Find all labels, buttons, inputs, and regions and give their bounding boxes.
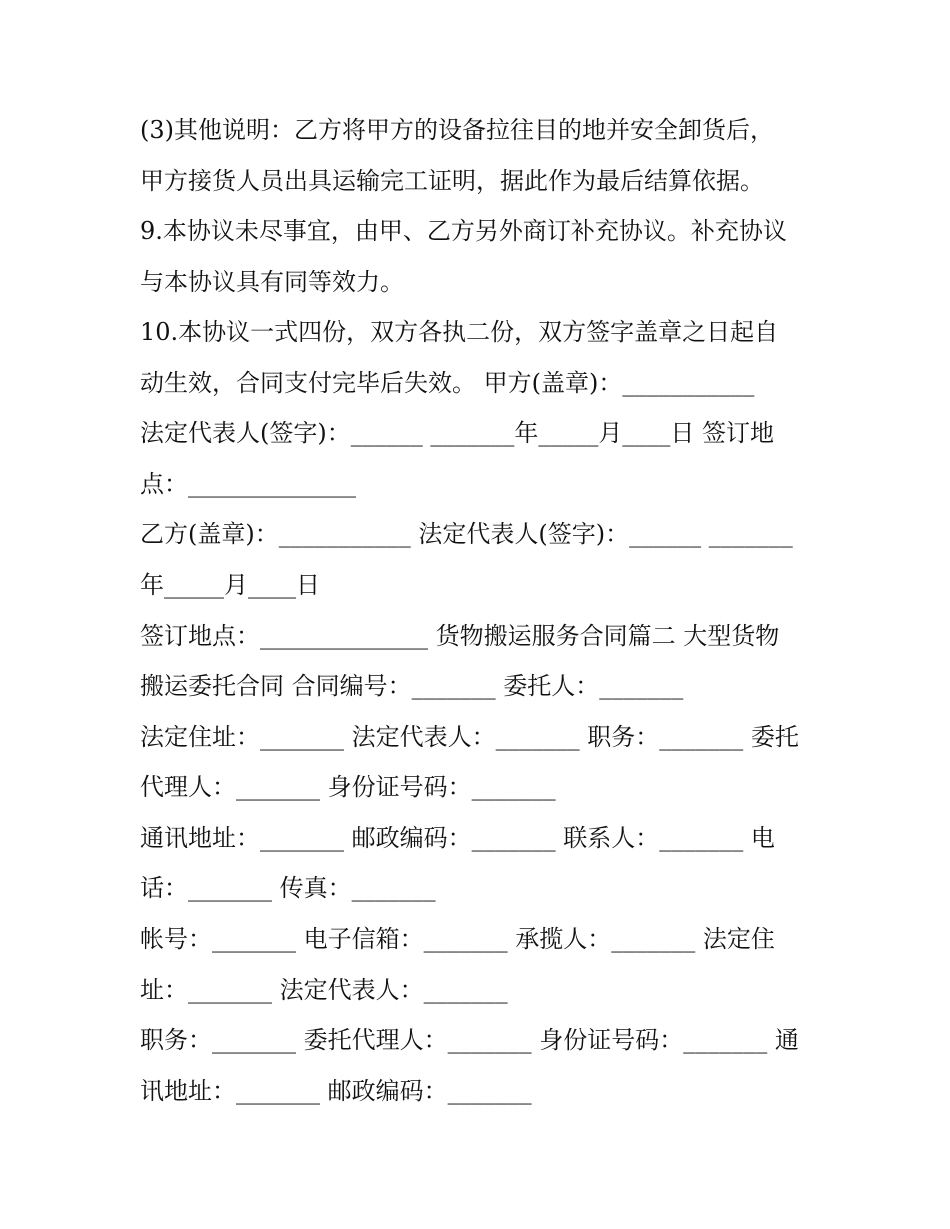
text-line: (3)其他说明：乙方将甲方的设备拉往目的地并安全卸货后， <box>140 116 774 144</box>
text-line: 通讯地址：_______ 邮政编码：_______ 联系人：_______ 电 <box>140 824 775 852</box>
text-line: 搬运委托合同 合同编号：_______ 委托人：_______ <box>140 672 684 700</box>
text-line: 讯地址：_______ 邮政编码：_______ <box>140 1077 532 1105</box>
text-line: 乙方(盖章)：___________ 法定代表人(签字)：______ _______ <box>140 520 793 548</box>
text-line: 话：_______ 传真：_______ <box>140 874 436 902</box>
text-line: 法定代表人(签字)：______ _______年_____月____日 签订地 <box>140 419 774 447</box>
text-line: 动生效，合同支付完毕后失效。 甲方(盖章)：___________ <box>140 369 755 397</box>
text-line: 10.本协议一式四份，双方各执二份，双方签字盖章之日起自 <box>140 318 779 346</box>
text-line: 甲方接货人员出具运输完工证明，据此作为最后结算依据。 <box>140 167 764 195</box>
text-line: 职务：_______ 委托代理人：_______ 身份证号码：_______ 通 <box>140 1026 799 1054</box>
text-line: 法定住址：_______ 法定代表人：_______ 职务：_______ 委托 <box>140 723 799 751</box>
text-line: 点：______________ <box>140 470 356 498</box>
text-line: 9.本协议未尽事宜，由甲、乙方另外商订补充协议。补充协议 <box>140 217 787 245</box>
text-line: 代理人：_______ 身份证号码：_______ <box>140 773 556 801</box>
text-line: 与本协议具有同等效力。 <box>140 268 404 296</box>
text-line: 帐号：_______ 电子信箱：_______ 承揽人：_______ 法定住 <box>140 925 775 953</box>
text-line: 年_____月____日 <box>140 571 320 599</box>
text-line: 签订地点：______________ 货物搬运服务合同篇二 大型货物 <box>140 622 780 650</box>
text-line: 址：_______ 法定代表人：_______ <box>140 976 508 1004</box>
